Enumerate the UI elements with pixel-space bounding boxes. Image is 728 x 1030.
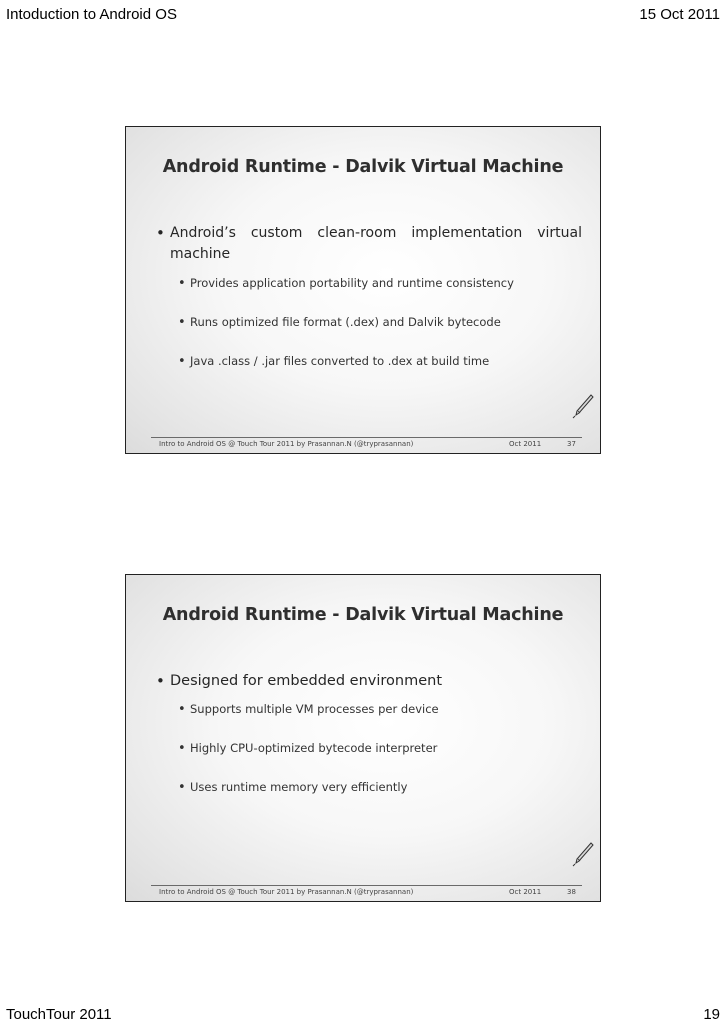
document-date: 15 Oct 2011 bbox=[639, 6, 720, 23]
sub-bullet-item: • Supports multiple VM processes per device bbox=[178, 702, 582, 716]
slide-footer-date: Oct 2011 bbox=[509, 440, 542, 448]
slide-number: 37 bbox=[567, 440, 576, 448]
slide-title: Android Runtime - Dalvik Virtual Machine bbox=[162, 157, 564, 177]
bullet-item: • Android’s custom clean-room implementation virtual machine bbox=[156, 223, 582, 265]
slide-footer bbox=[151, 885, 582, 900]
sub-bullet-item: • Java .class / .jar files converted to .dex at build time bbox=[178, 354, 582, 368]
slide-footer-date: Oct 2011 bbox=[509, 888, 542, 896]
document-footer-title: TouchTour 2011 bbox=[6, 1006, 112, 1023]
slide-footer-text: Intro to Android OS @ Touch Tour 2011 by Prasannan.N (@tryprasannan) bbox=[159, 440, 414, 448]
slide-37 bbox=[125, 126, 601, 454]
sub-bullet-item: • Highly CPU-optimized bytecode interpreter bbox=[178, 741, 582, 755]
slide-title: Android Runtime - Dalvik Virtual Machine bbox=[162, 605, 564, 625]
slide-38 bbox=[125, 574, 601, 902]
bullet-item: • Designed for embedded environment bbox=[156, 671, 582, 692]
sub-bullet-item: • Runs optimized file format (.dex) and Dalvik bytecode bbox=[178, 315, 582, 329]
slide-footer bbox=[151, 437, 582, 452]
slide-footer-text: Intro to Android OS @ Touch Tour 2011 by Prasannan.N (@tryprasannan) bbox=[159, 888, 414, 896]
sub-bullet-item: • Uses runtime memory very efficiently bbox=[178, 780, 582, 794]
sub-bullet-item: • Provides application portability and runtime consistency bbox=[178, 276, 582, 290]
pen-icon bbox=[572, 841, 594, 867]
document-title: Intoduction to Android OS bbox=[6, 6, 177, 23]
pen-icon bbox=[572, 393, 594, 419]
bullet-list bbox=[156, 223, 582, 368]
bullet-list bbox=[156, 671, 582, 794]
page-number: 19 bbox=[703, 1006, 720, 1023]
slide-number: 38 bbox=[567, 888, 576, 896]
